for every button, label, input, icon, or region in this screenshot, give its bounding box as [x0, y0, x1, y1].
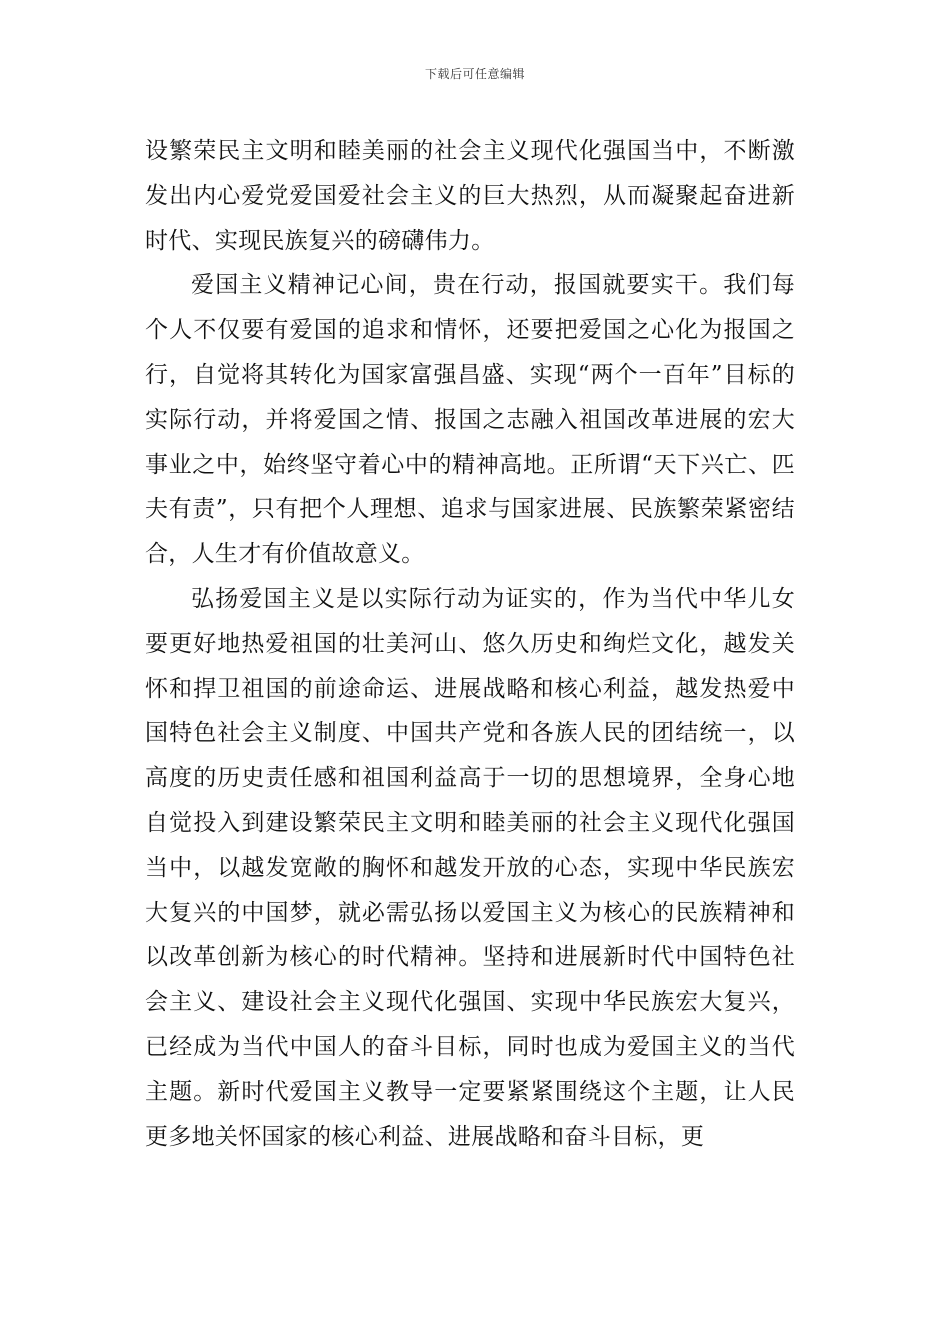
- paragraph: 爱国主义精神记心间，贵在行动，报国就要实干。我们每个人不仅要有爱国的追求和情怀，还要把爱国之心化为报国之行，自觉将其转化为国家富强昌盛、实现“两个一百年”目标的实际行动，并将爱国之情、报国之志融入祖国改革进展的宏大事业之中，始终坚守着心中的精神高地。正所谓“天下兴亡、匹夫有责”，只有把个人理想、追求与国家进展、民族繁荣紧密结合，人生才有价值故意义。: [145, 272, 795, 568]
- document-body: [145, 129, 795, 1159]
- page-header: 下载后可任意编辑: [424, 67, 525, 81]
- paragraph: 弘扬爱国主义是以实际行动为证实的，作为当代中华儿女要更好地热爱祖国的壮美河山、悠久历史和绚烂文化，越发关怀和捍卫祖国的前途命运、进展战略和核心利益，越发热爱中国特色社会主义制度、中国共产党和各族人民的团结统一，以高度的历史责任感和祖国利益高于一切的思想境界，全身心地自觉投入到建设繁荣民主文明和睦美丽的社会主义现代化强国当中，以越发宽敞的胸怀和越发开放的心态，实现中华民族宏大复兴的中国梦，就必需弘扬以爱国主义为核心的民族精神和以改革创新为核心的时代精神。坚持和进展新时代中国特色社会主义、建设社会主义现代化强国、实现中华民族宏大复兴，已经成为当代中国人的奋斗目标，同时也成为爱国主义的当代主题。新时代爱国主义教导一定要紧紧围绕这个主题，让人民更多地关怀国家的核心利益、进展战略和奋斗目标，更: [145, 585, 795, 1150]
- paragraph: 设繁荣民主文明和睦美丽的社会主义现代化强国当中，不断激发出内心爱党爱国爱社会主义的巨大热烈，从而凝聚起奋进新时代、实现民族复兴的磅礴伟力。: [145, 138, 795, 254]
